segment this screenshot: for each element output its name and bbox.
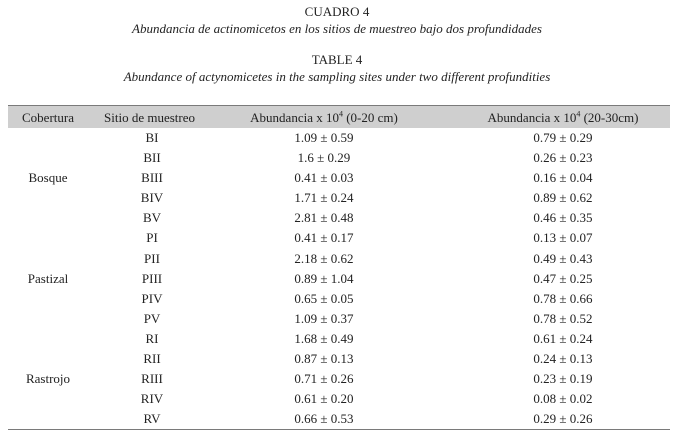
table-row bbox=[8, 128, 670, 148]
table-row bbox=[8, 208, 670, 228]
cell-abundancia-0-20: 1.68 ± 0.49 bbox=[294, 330, 354, 346]
cell-sitio: RIV bbox=[140, 391, 164, 407]
header-sitio: Sitio de muestreo bbox=[104, 110, 195, 125]
cell-abundancia-0-20: 0.65 ± 0.05 bbox=[294, 290, 354, 306]
cell-cobertura: Bosque bbox=[28, 170, 68, 186]
header-abundancia-20-30 bbox=[468, 110, 658, 125]
cell-abundancia-20-30: 0.47 ± 0.25 bbox=[533, 270, 593, 286]
table-row bbox=[8, 228, 670, 248]
table-header bbox=[8, 105, 670, 128]
caption-en-title: Abundance of actynomicetes in the sampling sites under two different profundities bbox=[123, 69, 551, 84]
header-ab2-exp: 4 bbox=[576, 109, 581, 119]
cell-abundancia-20-30: 0.89 ± 0.62 bbox=[533, 190, 593, 206]
cell-sitio: PIV bbox=[141, 290, 163, 306]
header-ab1-prefix: Abundancia x 10 bbox=[250, 110, 339, 125]
table-row bbox=[8, 188, 670, 208]
cell-abundancia-20-30: 0.79 ± 0.29 bbox=[533, 130, 593, 145]
header-cobertura: Cobertura bbox=[22, 110, 74, 125]
abundance-table bbox=[8, 105, 670, 430]
caption-es-label: CUADRO 4 bbox=[304, 4, 370, 19]
header-ab2-suffix: (20-30cm) bbox=[580, 110, 639, 125]
cell-abundancia-20-30: 0.23 ± 0.19 bbox=[533, 371, 593, 387]
table-row bbox=[8, 249, 670, 269]
cell-sitio: PI bbox=[146, 230, 158, 246]
cell-abundancia-20-30: 0.46 ± 0.35 bbox=[533, 210, 593, 226]
caption-es-title: Abundancia de actinomicetos en los sitios de muestreo bajo dos profundidades bbox=[132, 21, 542, 36]
cell-abundancia-0-20: 0.41 ± 0.03 bbox=[294, 170, 354, 186]
cell-sitio: RIII bbox=[141, 371, 163, 387]
cell-abundancia-0-20: 0.87 ± 0.13 bbox=[294, 351, 354, 367]
cell-sitio: PV bbox=[143, 310, 161, 326]
cell-sitio: RV bbox=[143, 411, 161, 427]
table-row bbox=[8, 148, 670, 168]
cell-abundancia-0-20: 0.41 ± 0.17 bbox=[294, 230, 354, 246]
cell-cobertura: Pastizal bbox=[27, 270, 69, 286]
header-ab1-exp: 4 bbox=[338, 109, 343, 119]
cell-abundancia-0-20: 0.71 ± 0.26 bbox=[294, 371, 354, 387]
cell-abundancia-20-30: 0.49 ± 0.43 bbox=[533, 250, 593, 266]
cell-abundancia-0-20: 1.09 ± 0.59 bbox=[294, 130, 354, 145]
table-row bbox=[8, 369, 670, 389]
cell-abundancia-0-20: 0.89 ± 1.04 bbox=[294, 270, 354, 286]
cell-abundancia-20-30: 0.78 ± 0.66 bbox=[533, 290, 593, 306]
table-row bbox=[8, 389, 670, 409]
cell-abundancia-20-30: 0.08 ± 0.02 bbox=[533, 391, 593, 407]
cell-abundancia-0-20: 0.66 ± 0.53 bbox=[294, 411, 354, 427]
cell-abundancia-0-20: 2.81 ± 0.48 bbox=[294, 210, 354, 226]
table-row bbox=[8, 289, 670, 309]
table-row bbox=[8, 269, 670, 289]
table-body bbox=[8, 128, 670, 430]
caption-en-label: TABLE 4 bbox=[311, 52, 363, 67]
table-row bbox=[8, 168, 670, 188]
cell-sitio: RI bbox=[145, 330, 159, 346]
cell-abundancia-0-20: 0.61 ± 0.20 bbox=[294, 391, 354, 407]
cell-sitio: BV bbox=[142, 210, 162, 226]
cell-sitio: BII bbox=[143, 150, 161, 166]
cell-abundancia-20-30: 0.16 ± 0.04 bbox=[533, 170, 593, 186]
cell-sitio: BIII bbox=[141, 170, 163, 186]
cell-abundancia-0-20: 1.09 ± 0.37 bbox=[294, 310, 354, 326]
cell-sitio: RII bbox=[143, 351, 161, 367]
header-abundancia-0-20 bbox=[234, 110, 414, 125]
cell-sitio: PII bbox=[144, 250, 160, 266]
cell-abundancia-20-30: 0.13 ± 0.07 bbox=[533, 230, 593, 246]
cell-abundancia-20-30: 0.26 ± 0.23 bbox=[533, 150, 593, 166]
table-row bbox=[8, 329, 670, 349]
cell-abundancia-0-20: 1.71 ± 0.24 bbox=[294, 190, 354, 206]
header-ab1-suffix: (0-20 cm) bbox=[342, 110, 398, 125]
cell-sitio: BI bbox=[145, 130, 159, 145]
cell-abundancia-20-30: 0.61 ± 0.24 bbox=[533, 330, 593, 346]
cell-abundancia-20-30: 0.24 ± 0.13 bbox=[533, 351, 593, 367]
table-row bbox=[8, 409, 670, 430]
table-row bbox=[8, 309, 670, 329]
cell-abundancia-0-20: 1.6 ± 0.29 bbox=[297, 150, 351, 166]
cell-abundancia-20-30: 0.78 ± 0.52 bbox=[533, 310, 593, 326]
table-row bbox=[8, 349, 670, 369]
cell-cobertura: Rastrojo bbox=[25, 371, 71, 387]
cell-abundancia-0-20: 2.18 ± 0.62 bbox=[294, 250, 354, 266]
cell-sitio: BIV bbox=[140, 190, 164, 206]
header-ab2-prefix: Abundancia x 10 bbox=[487, 110, 577, 125]
cell-abundancia-20-30: 0.29 ± 0.26 bbox=[533, 411, 593, 427]
cell-sitio: PIII bbox=[141, 270, 163, 286]
